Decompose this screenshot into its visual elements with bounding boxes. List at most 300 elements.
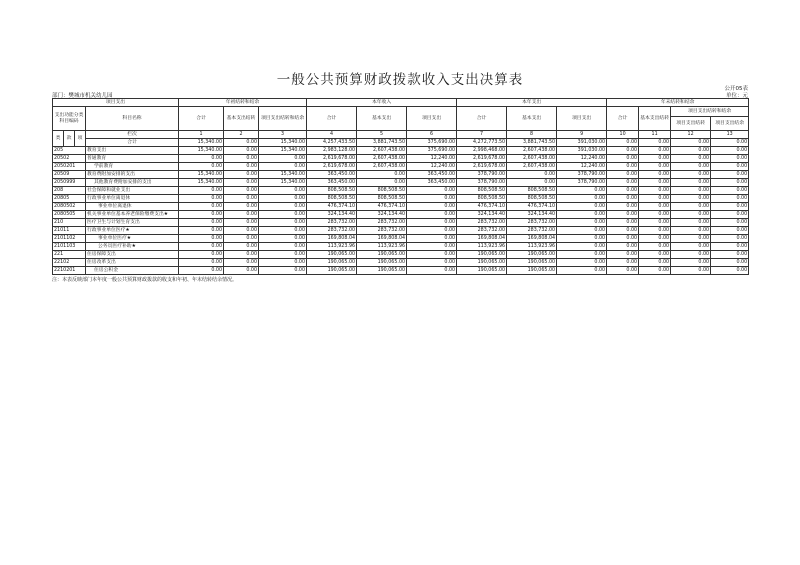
row-value: 0.00 (259, 243, 307, 251)
table-row (53, 195, 749, 203)
header-subject-name: 科目名称 (86, 107, 179, 131)
row-value: 2,619,678.00 (307, 163, 357, 171)
row-subject-name: 住房公积金 (86, 267, 179, 275)
row-code: 20805 (53, 195, 86, 203)
col-num: 7 (457, 131, 507, 139)
row-value: 0.00 (259, 251, 307, 259)
row-value: 0.00 (639, 235, 671, 243)
row-code: 210 (53, 219, 86, 227)
row-value: 0.00 (671, 155, 711, 163)
row-value: 190,065.00 (457, 251, 507, 259)
row-value: 0.00 (507, 171, 557, 179)
row-value: 0.00 (179, 163, 224, 171)
total-row (53, 139, 749, 147)
row-value: 0.00 (179, 267, 224, 275)
row-value: 476,374.10 (457, 203, 507, 211)
col-num: 3 (259, 131, 307, 139)
row-value: 169,808.04 (357, 235, 407, 243)
row-code: 2080502 (53, 203, 86, 211)
col-num: 13 (711, 131, 749, 139)
report-title: 一般公共预算财政拨款收入支出决算表 (276, 72, 524, 88)
row-value: 0.00 (557, 251, 607, 259)
col-num: 8 (507, 131, 557, 139)
row-value: 0.00 (507, 179, 557, 187)
row-value: 0.00 (179, 259, 224, 267)
row-value: 0.00 (224, 203, 259, 211)
col-num: 2 (224, 131, 259, 139)
row-subject-name: 教育支出 (86, 147, 179, 155)
row-value: 0.00 (224, 195, 259, 203)
header-end-basic: 基本支出结转 (639, 107, 671, 131)
row-value: 0.00 (224, 219, 259, 227)
row-value: 0.00 (711, 147, 749, 155)
total-cell: 4,257,433.50 (307, 139, 357, 147)
header-kuan: 款 (64, 131, 75, 147)
header-row-1 (53, 99, 749, 107)
row-value: 0.00 (607, 187, 639, 195)
row-value: 15,340.00 (179, 179, 224, 187)
row-value: 0.00 (639, 179, 671, 187)
table-row (53, 227, 749, 235)
header-end-surplus: 项目支出结余 (711, 117, 749, 131)
row-value: 0.00 (671, 195, 711, 203)
row-value: 113,923.96 (357, 243, 407, 251)
header-expense-total: 合计 (457, 107, 507, 131)
row-value: 0.00 (711, 195, 749, 203)
row-value: 0.00 (711, 251, 749, 259)
row-code: 21011 (53, 227, 86, 235)
table-row (53, 243, 749, 251)
row-value: 363,450.00 (407, 179, 457, 187)
header-begin-project: 项目支出结转和结余 (259, 107, 307, 131)
row-value: 0.00 (179, 211, 224, 219)
row-value: 2,619,678.00 (457, 155, 507, 163)
row-code: 2050999 (53, 179, 86, 187)
row-value: 808,508.50 (457, 187, 507, 195)
row-value: 0.00 (671, 171, 711, 179)
header-income-project: 项目支出 (407, 107, 457, 131)
row-value: 0.00 (224, 235, 259, 243)
header-row-2 (53, 107, 749, 117)
row-value: 0.00 (259, 155, 307, 163)
department-label: 部门：樊城市机关幼儿园 (52, 93, 113, 99)
row-value: 0.00 (557, 195, 607, 203)
row-value: 283,732.00 (307, 219, 357, 227)
row-value: 0.00 (407, 227, 457, 235)
row-value: 283,732.00 (357, 227, 407, 235)
row-value: 0.00 (671, 179, 711, 187)
row-value: 0.00 (224, 211, 259, 219)
row-value: 15,340.00 (259, 147, 307, 155)
row-value: 0.00 (259, 227, 307, 235)
row-subject-name: 学前教育 (86, 163, 179, 171)
table-row (53, 163, 749, 171)
row-value: 0.00 (671, 163, 711, 171)
row-value: 476,374.10 (307, 203, 357, 211)
row-value: 15,340.00 (259, 179, 307, 187)
header-end-total: 合计 (607, 107, 639, 131)
row-value: 2,607,438.00 (507, 147, 557, 155)
row-value: 15,340.00 (259, 171, 307, 179)
table-row (53, 259, 749, 267)
header-column-no: 栏次 (86, 131, 179, 139)
row-value: 0.00 (224, 259, 259, 267)
table-row (53, 251, 749, 259)
row-subject-name: 机关事业单位基本养老保险缴费支出★ (86, 211, 179, 219)
row-value: 0.00 (407, 203, 457, 211)
row-value: 0.00 (179, 187, 224, 195)
row-value: 378,790.00 (557, 171, 607, 179)
row-value: 0.00 (711, 227, 749, 235)
header-begin-basic: 基本支出结转 (224, 107, 259, 131)
row-value: 0.00 (607, 259, 639, 267)
row-value: 0.00 (224, 251, 259, 259)
row-value: 0.00 (607, 155, 639, 163)
row-value: 2,619,678.00 (457, 163, 507, 171)
row-value: 0.00 (671, 259, 711, 267)
header-begin-balance: 年初结转和结余 (179, 99, 307, 107)
row-value: 0.00 (607, 251, 639, 259)
row-value: 0.00 (711, 163, 749, 171)
row-value: 0.00 (639, 155, 671, 163)
row-value: 0.00 (557, 211, 607, 219)
row-value: 12,240.00 (557, 155, 607, 163)
row-value: 190,065.00 (457, 267, 507, 275)
row-value: 324,134.40 (357, 211, 407, 219)
row-value: 0.00 (639, 195, 671, 203)
row-value: 0.00 (259, 235, 307, 243)
row-subject-name: 住房改革支出 (86, 259, 179, 267)
row-value: 0.00 (224, 243, 259, 251)
row-value: 0.00 (259, 203, 307, 211)
row-code: 2101103 (53, 243, 86, 251)
row-value: 15,340.00 (179, 171, 224, 179)
table-row (53, 219, 749, 227)
row-value: 0.00 (407, 251, 457, 259)
row-value: 0.00 (179, 235, 224, 243)
row-value: 0.00 (711, 219, 749, 227)
row-value: 0.00 (671, 243, 711, 251)
row-value: 2,607,438.00 (357, 147, 407, 155)
row-value: 378,790.00 (457, 171, 507, 179)
row-value: 2,607,438.00 (507, 155, 557, 163)
row-value: 0.00 (179, 227, 224, 235)
row-value: 0.00 (224, 155, 259, 163)
row-value: 190,065.00 (307, 267, 357, 275)
row-value: 0.00 (711, 203, 749, 211)
column-number-row (53, 131, 749, 139)
row-value: 363,450.00 (307, 171, 357, 179)
row-value: 0.00 (259, 267, 307, 275)
row-value: 0.00 (607, 219, 639, 227)
header-end-project: 项目支出结转和结余 (671, 107, 749, 117)
header-expense-basic: 基本支出 (507, 107, 557, 131)
row-value: 0.00 (557, 235, 607, 243)
row-value: 0.00 (711, 267, 749, 275)
row-subject-name: 事业单位离退休 (86, 203, 179, 211)
row-value: 12,240.00 (407, 155, 457, 163)
col-num: 5 (357, 131, 407, 139)
row-value: 0.00 (711, 211, 749, 219)
row-value: 0.00 (671, 147, 711, 155)
row-value: 113,923.96 (307, 243, 357, 251)
footnote: 注：本表反映部门本年度一般公共预算财政拨款的收支和年初、年末结转结余情况。 (52, 277, 238, 283)
row-code: 208 (53, 187, 86, 195)
row-value: 190,065.00 (357, 251, 407, 259)
col-num: 11 (639, 131, 671, 139)
row-value: 0.00 (259, 163, 307, 171)
row-value: 0.00 (179, 251, 224, 259)
row-value: 0.00 (711, 179, 749, 187)
row-value: 324,134.40 (507, 211, 557, 219)
col-num: 6 (407, 131, 457, 139)
row-subject-name: 医疗卫生与计划生育支出 (86, 219, 179, 227)
row-value: 0.00 (639, 171, 671, 179)
row-value: 375,690.00 (407, 147, 457, 155)
col-num: 10 (607, 131, 639, 139)
row-value: 283,732.00 (507, 227, 557, 235)
row-value: 0.00 (607, 195, 639, 203)
row-value: 0.00 (557, 187, 607, 195)
row-code: 2210201 (53, 267, 86, 275)
row-value: 0.00 (607, 227, 639, 235)
row-value: 190,065.00 (307, 259, 357, 267)
row-value: 2,607,438.00 (357, 163, 407, 171)
row-value: 12,240.00 (557, 163, 607, 171)
row-value: 0.00 (557, 227, 607, 235)
row-value: 0.00 (557, 219, 607, 227)
row-value: 113,923.96 (507, 243, 557, 251)
header-expense: 本年支出 (457, 99, 607, 107)
row-code: 2101102 (53, 235, 86, 243)
budget-table (52, 98, 749, 275)
row-value: 0.00 (671, 211, 711, 219)
total-cell: 0.00 (711, 139, 749, 147)
row-value: 113,923.96 (457, 243, 507, 251)
row-value: 808,508.50 (357, 187, 407, 195)
row-value: 808,508.50 (307, 187, 357, 195)
row-value: 190,065.00 (507, 251, 557, 259)
row-value: 0.00 (607, 211, 639, 219)
row-value: 0.00 (671, 251, 711, 259)
row-value: 0.00 (639, 211, 671, 219)
row-value: 169,808.04 (457, 235, 507, 243)
row-value: 0.00 (671, 187, 711, 195)
table-row (53, 203, 749, 211)
table-row (53, 155, 749, 163)
row-value: 169,808.04 (507, 235, 557, 243)
row-value: 0.00 (259, 195, 307, 203)
row-value: 12,240.00 (407, 163, 457, 171)
row-value: 363,450.00 (307, 179, 357, 187)
total-cell: 4,272,773.50 (457, 139, 507, 147)
row-value: 0.00 (607, 203, 639, 211)
row-value: 0.00 (224, 179, 259, 187)
row-value: 2,619,678.00 (307, 155, 357, 163)
row-value: 190,065.00 (507, 259, 557, 267)
row-value: 0.00 (639, 187, 671, 195)
row-value: 378,790.00 (557, 179, 607, 187)
total-label: 合计 (86, 139, 179, 147)
table-row (53, 235, 749, 243)
row-subject-name: 公务员医疗补助★ (86, 243, 179, 251)
row-value: 0.00 (557, 203, 607, 211)
row-value: 190,065.00 (357, 267, 407, 275)
header-income: 本年收入 (307, 99, 457, 107)
row-value: 283,732.00 (507, 219, 557, 227)
row-value: 378,790.00 (457, 179, 507, 187)
row-value: 476,374.10 (357, 203, 407, 211)
row-value: 190,065.00 (357, 259, 407, 267)
header-project: 项目支出 (53, 99, 179, 107)
row-value: 808,508.50 (507, 195, 557, 203)
row-value: 0.00 (557, 259, 607, 267)
unit-label: 单位：元 (725, 93, 748, 99)
row-value: 808,508.50 (507, 187, 557, 195)
row-value: 0.00 (357, 171, 407, 179)
row-value: 0.00 (607, 267, 639, 275)
row-value: 283,732.00 (457, 227, 507, 235)
header-begin-total: 合计 (179, 107, 224, 131)
row-value: 0.00 (407, 211, 457, 219)
row-value: 0.00 (259, 219, 307, 227)
total-cell: 15,340.00 (179, 139, 224, 147)
table-row (53, 267, 749, 275)
row-value: 0.00 (607, 243, 639, 251)
row-value: 0.00 (224, 227, 259, 235)
row-subject-name: 其他教育费附加安排的支出 (86, 179, 179, 187)
row-value: 363,450.00 (407, 171, 457, 179)
row-value: 0.00 (224, 267, 259, 275)
row-value: 2,607,438.00 (357, 155, 407, 163)
total-cell: 0.00 (671, 139, 711, 147)
row-value: 283,732.00 (357, 219, 407, 227)
col-num: 1 (179, 131, 224, 139)
table-row (53, 179, 749, 187)
row-value: 0.00 (179, 203, 224, 211)
row-value: 0.00 (224, 187, 259, 195)
row-code: 20502 (53, 155, 86, 163)
row-value: 0.00 (607, 179, 639, 187)
row-value: 0.00 (671, 235, 711, 243)
row-subject-name: 社会保障和就业支出 (86, 187, 179, 195)
row-value: 0.00 (407, 243, 457, 251)
row-value: 324,134.40 (457, 211, 507, 219)
row-value: 0.00 (179, 195, 224, 203)
row-value: 476,374.10 (507, 203, 557, 211)
row-value: 0.00 (607, 235, 639, 243)
row-value: 190,065.00 (307, 251, 357, 259)
row-subject-name: 普通教育 (86, 155, 179, 163)
row-value: 0.00 (639, 243, 671, 251)
row-value: 0.00 (639, 259, 671, 267)
header-income-total: 合计 (307, 107, 357, 131)
table-row (53, 171, 749, 179)
row-code: 221 (53, 251, 86, 259)
row-value: 0.00 (671, 203, 711, 211)
row-value: 808,508.50 (307, 195, 357, 203)
row-value: 0.00 (259, 187, 307, 195)
row-value: 0.00 (407, 267, 457, 275)
row-value: 2,607,438.00 (507, 163, 557, 171)
row-value: 0.00 (639, 203, 671, 211)
total-cell: 0.00 (607, 139, 639, 147)
row-value: 0.00 (407, 235, 457, 243)
row-value: 0.00 (711, 259, 749, 267)
total-cell: 375,690.00 (407, 139, 457, 147)
row-value: 2,998,468.00 (457, 147, 507, 155)
row-value: 2,983,128.00 (307, 147, 357, 155)
row-code: 205 (53, 147, 86, 155)
row-value: 0.00 (711, 187, 749, 195)
total-cell: 3,881,743.50 (357, 139, 407, 147)
table-row (53, 211, 749, 219)
row-value: 0.00 (711, 235, 749, 243)
row-value: 808,508.50 (457, 195, 507, 203)
row-value: 0.00 (639, 267, 671, 275)
row-value: 0.00 (407, 187, 457, 195)
total-cell: 391,030.00 (557, 139, 607, 147)
header-income-basic: 基本支出 (357, 107, 407, 131)
row-value: 0.00 (671, 219, 711, 227)
row-value: 0.00 (557, 267, 607, 275)
row-value: 169,808.04 (307, 235, 357, 243)
total-cell: 3,881,743.50 (507, 139, 557, 147)
total-cell: 15,340.00 (259, 139, 307, 147)
table-row (53, 147, 749, 155)
header-func-code: 支出功能分类科目编码 (53, 107, 86, 131)
total-cell: 0.00 (639, 139, 671, 147)
row-value: 0.00 (179, 155, 224, 163)
row-value: 0.00 (407, 219, 457, 227)
row-subject-name: 教育费附加安排的支出 (86, 171, 179, 179)
row-code: 2050201 (53, 163, 86, 171)
row-code: 22102 (53, 259, 86, 267)
row-value: 283,732.00 (307, 227, 357, 235)
row-value: 190,065.00 (457, 259, 507, 267)
row-value: 15,340.00 (179, 147, 224, 155)
col-num: 4 (307, 131, 357, 139)
row-value: 0.00 (407, 195, 457, 203)
header-xiang: 项 (75, 131, 86, 147)
row-value: 0.00 (639, 219, 671, 227)
row-value: 0.00 (224, 163, 259, 171)
row-value: 0.00 (607, 171, 639, 179)
row-value: 0.00 (224, 171, 259, 179)
form-number: 公开05表 (724, 86, 748, 92)
table-row (53, 187, 749, 195)
row-value: 391,030.00 (557, 147, 607, 155)
row-value: 0.00 (711, 243, 749, 251)
total-cell: 0.00 (224, 139, 259, 147)
row-value: 0.00 (179, 243, 224, 251)
header-expense-project: 项目支出 (557, 107, 607, 131)
row-value: 808,508.50 (357, 195, 407, 203)
row-value: 0.00 (357, 179, 407, 187)
row-value: 324,134.40 (307, 211, 357, 219)
row-value: 0.00 (607, 163, 639, 171)
row-value: 0.00 (259, 259, 307, 267)
row-value: 0.00 (639, 163, 671, 171)
row-value: 0.00 (557, 243, 607, 251)
row-value: 0.00 (224, 147, 259, 155)
row-value: 0.00 (639, 227, 671, 235)
row-value: 0.00 (671, 267, 711, 275)
row-value: 0.00 (671, 227, 711, 235)
row-value: 283,732.00 (457, 219, 507, 227)
row-value: 0.00 (259, 211, 307, 219)
row-value: 0.00 (179, 219, 224, 227)
